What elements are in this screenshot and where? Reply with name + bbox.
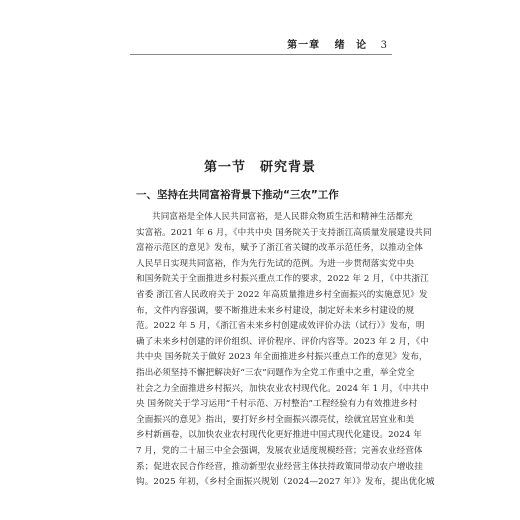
- text-line: 指出必须坚持不懈把解决好“三农”问题作为全党工作重中之重，举全党全: [136, 367, 415, 378]
- text-line: 全面振兴的意见》指出，要打好乡村全面振兴漂亮仗，绘就宜居宜业和美: [136, 414, 415, 425]
- page-number: 3: [380, 40, 388, 51]
- text-line: 人民早日实现共同富裕，作为先行先试的范例。为进一步贯彻落实党中央: [136, 258, 415, 269]
- chapter-title: 绪 论: [334, 40, 371, 51]
- text-line: 乡村新画卷，以加快农业农村现代化更好推进中国式现代化建设。2024 年: [136, 430, 422, 441]
- subsection-title: 一、坚持在共同富裕背景下推动“三农”工作: [136, 189, 339, 201]
- text-line: 省委 浙江省人民政府关于 2022 年高质量推进乡村全面振兴的实施意见》发: [136, 289, 428, 300]
- text-line: 央 国务院关于学习运用“千村示范、万村整治”工程经验有力有效推进乡村: [136, 399, 418, 410]
- text-line: 布，文件内容强调，要不断推进未来乡村建设，制定好未来乡村建设的规: [136, 305, 415, 316]
- text-line: 和国务院关于全面推进乡村振兴重点工作的要求，2022 年 2 月，《中共浙江: [136, 274, 429, 285]
- body-paragraph: [136, 210, 435, 491]
- text-line: 系；促进农民合作经营，推动新型农业经营主体扶持政策同带动农户增收挂: [136, 461, 423, 472]
- text-line: 实富裕。2021 年 6 月，《中共中央 国务院关于支持浙江高质量发展建设共同: [136, 227, 432, 238]
- text-line: 共同富裕是全体人民共同富裕，是人民群众物质生活和精神生活都充: [152, 212, 413, 222]
- text-line: 富裕示范区的意见》发布，赋予了浙江省关键的改革示范任务，以推动全体: [136, 243, 423, 254]
- chapter-label: 第一章: [287, 40, 321, 51]
- text-line: 社会之力全面推进乡村振兴，加快农业农村现代化。2024 年 1 月，《中共中: [136, 383, 429, 394]
- text-line: 范。2022 年 5 月，《浙江省未来乡村创建成效评价办法（试行）》发布，明: [136, 321, 425, 332]
- text-line: 共中央 国务院关于做好 2023 年全面推进乡村振兴重点工作的意见》发布，: [136, 352, 428, 363]
- text-line: 7 月，党的二十届三中全会强调，发展农业适度规模经营；完善农业经营体: [136, 445, 423, 456]
- running-head: [287, 36, 388, 51]
- header-rule: [130, 54, 392, 55]
- text-line: 确了未来乡村创建的评价组织、评价程序、评价内容等。2023 年 2 月，《中: [136, 336, 429, 347]
- text-line: 钩。2025 年初，《乡村全面振兴规划（2024—2027 年）》发布，提出优化城: [136, 477, 435, 488]
- section-title: 第一节 研究背景: [203, 160, 316, 175]
